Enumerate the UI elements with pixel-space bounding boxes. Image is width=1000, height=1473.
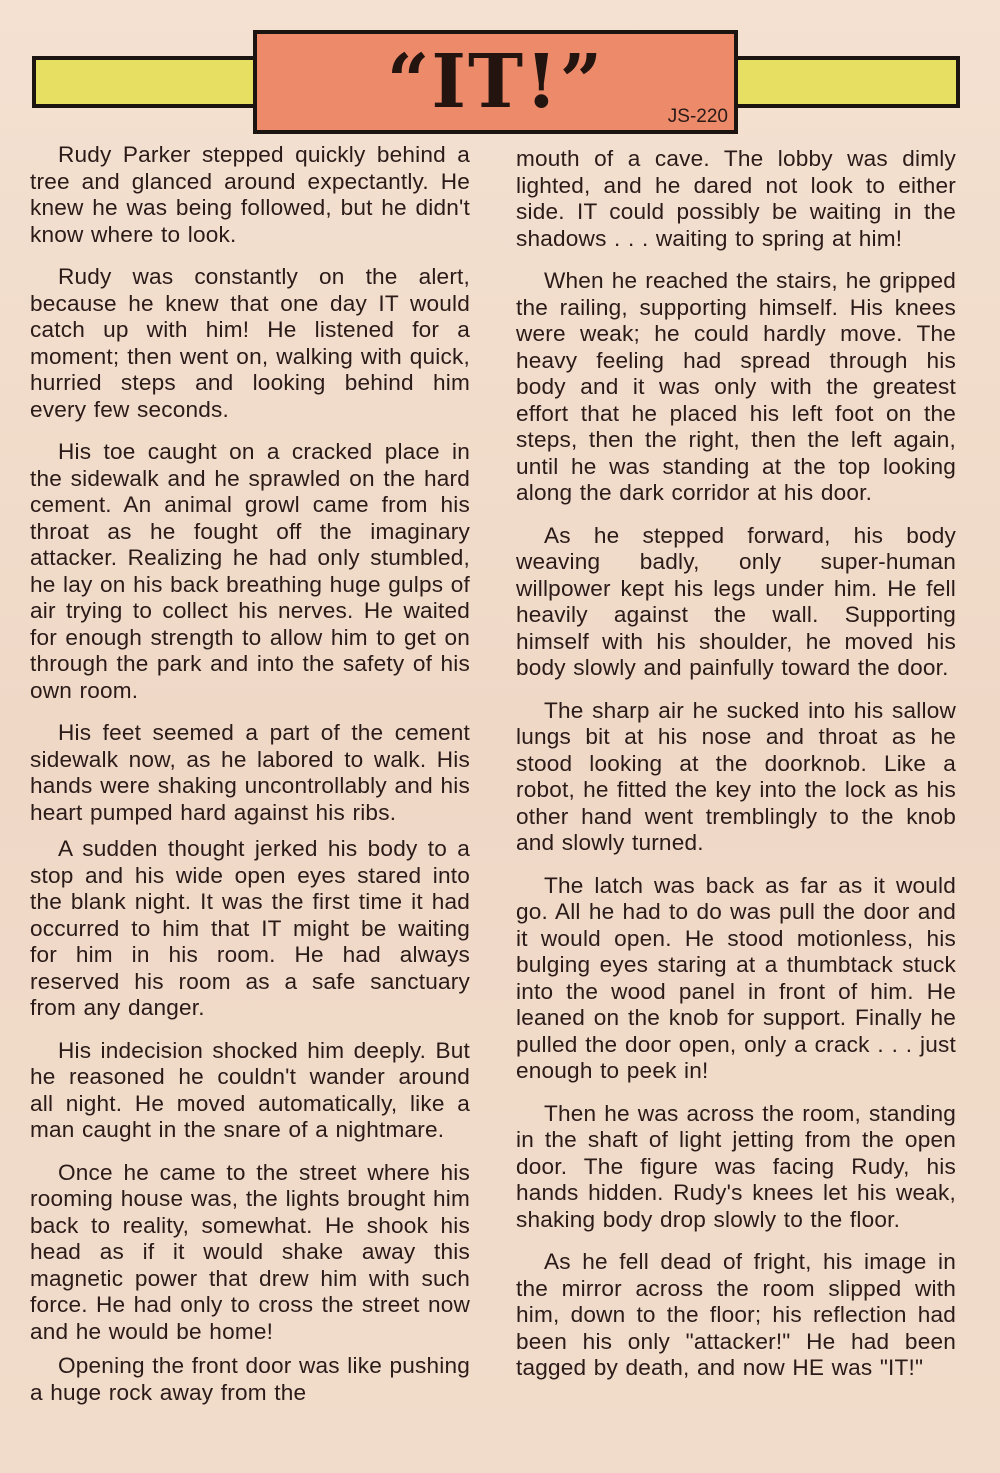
title-box <box>253 30 738 134</box>
paragraph: When he reached the stairs, he gripped the railing, supporting himself. His knees were weak; he could hardly move. The heavy feeling had spread through his body and it was only with the greatest effort that he placed his left foot on the steps, then the right, then the left again, until he was standing at the top looking along the dark corridor at his door. <box>516 268 956 505</box>
paragraph: Once he came to the street where his rooming house was, the lights brought him back to reality, somewhat. He shook his head as if it would shake away this magnetic power that drew him with such force. He had only to cross the street now and he would be home! <box>30 1159 470 1344</box>
paragraph: Rudy Parker stepped quickly behind a tree and glanced around expectantly. He knew he was being followed, but he didn't know where to look. <box>30 142 470 247</box>
paragraph: His toe caught on a cracked place in the sidewalk and he sprawled on the hard cement. An animal growl came from his throat as he fought off the imaginary attacker. Realizing he had only stumbled, he lay on his back breathing huge gulps of air trying to collect his nerves. He waited for enough strength to allow him to get on through the park and into the safety of his own room. <box>30 439 470 703</box>
paragraph: The latch was back as far as it would go. All he had to do was pull the door and it would open. He stood motionless, his bulging eyes staring at a thumbtack stuck into the wood panel in front of him. He leaned on the knob for support. Finally he pulled the door open, only a crack . . . just enough to peek in! <box>516 872 956 1083</box>
paragraph: His feet seemed a part of the cement sidewalk now, as he labored to walk. His hands were shaking uncontrollably and his heart pumped hard against his ribs. <box>30 720 470 825</box>
paragraph: His indecision shocked him deeply. But he reasoned he couldn't wander around all night. He moved automatically, like a man caught in the snare of a nightmare. <box>30 1037 470 1142</box>
story-code: JS-220 <box>667 106 728 127</box>
paragraph: A sudden thought jerked his body to a stop and his wide open eyes stared into the blank night. It was the first time it had occurred to him that IT might be waiting for him in his room. He had always reserved his room as a safe sanctuary from any danger. <box>30 836 470 1020</box>
text-column-right <box>516 146 956 1398</box>
text-column-left <box>30 142 470 1422</box>
paragraph: As he stepped forward, his body weaving badly, only super-human willpower kept his legs under him. He fell heavily against the wall. Supporting himself with his shoulder, he moved his body slowly and painfully toward the door. <box>516 522 956 680</box>
paragraph: Then he was across the room, standing in the shaft of light jetting from the open door. The figure was facing Rudy, his hands hidden. Rudy's knees let his weak, shaking body drop slowly to the floor. <box>516 1100 956 1232</box>
paragraph: Rudy was constantly on the alert, because he knew that one day IT would catch up with him! He listened for a moment; then went on, walking with quick, hurried steps and looking behind him every few seconds. <box>30 264 470 422</box>
story-title: “IT!” <box>386 39 605 125</box>
paragraph: mouth of a cave. The lobby was dimly lighted, and he dared not look to either side. IT could possibly be waiting in the shadows . . . waiting to spring at him! <box>516 146 956 251</box>
paragraph: The sharp air he sucked into his sallow lungs bit at his nose and throat as he stood looking at the doorknob. Like a robot, he fitted the key into the lock as his other hand went tremblingly to the knob and slowly turned. <box>516 697 956 855</box>
paragraph: Opening the front door was like pushing a huge rock away from the <box>30 1353 470 1405</box>
paragraph: As he fell dead of fright, his image in the mirror across the room slipped with him, down to the floor; his reflection had been his only "attacker!" He had been tagged by death, and now HE was "IT!" <box>516 1249 956 1380</box>
